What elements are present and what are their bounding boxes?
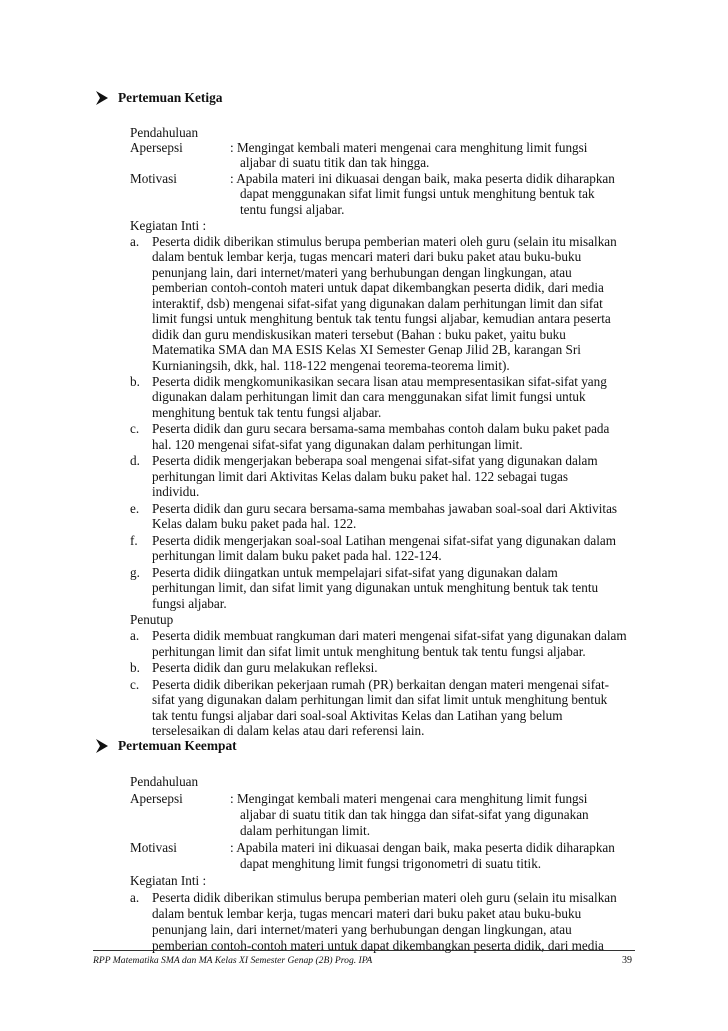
text-line: : Apabila materi ini dikuasai dengan baik, maka peserta didik diharapkan — [230, 171, 615, 186]
text-line: menghitung bentuk tak tentu fungsi aljabar. — [152, 405, 382, 420]
text-line: terselesaikan di dalam kelas atau dari referensi lain. — [152, 723, 425, 738]
footer-text: RPP Matematika SMA dan MA Kelas XI Semester Genap (2B) Prog. IPA — [93, 955, 373, 966]
arrow-bullet-icon — [95, 90, 109, 106]
text-line: didik dan guru mendiskusikan materi tersebut (Bahan : buku paket, yaitu buku — [152, 327, 566, 342]
subheading: Kegiatan Inti : — [130, 218, 207, 233]
item-marker: b. — [130, 374, 140, 389]
text-line: penunjang lain, dari internet/materi yang berhubungan dengan lingkungan, atau — [152, 922, 572, 937]
footer-rule — [93, 950, 635, 951]
text-line: individu. — [152, 484, 200, 499]
text-line: dalam bentuk lembar kerja, tugas mencari materi dari buku paket atau buku-buku — [152, 249, 582, 264]
text-line: perhitungan limit dari Aktivitas Kelas dalam buku paket hal. 122 sebagai tugas — [152, 469, 569, 484]
subheading: Penutup — [130, 612, 174, 627]
item-marker: d. — [130, 453, 140, 468]
text-line: tentu fungsi aljabar. — [240, 202, 345, 217]
text-line: Peserta didik dan guru secara bersama-sama membahas jawaban soal-soal dari Aktivitas — [152, 501, 618, 516]
item-marker: b. — [130, 660, 140, 675]
text-line: perhitungan limit dalam buku paket pada hal. 122-124. — [152, 548, 442, 563]
subheading: Pendahuluan — [130, 125, 199, 140]
item-marker: g. — [130, 565, 140, 580]
text-line: aljabar di suatu titik dan tak hingga dan sifat-sifat yang digunakan — [240, 807, 589, 822]
text-line: dapat menggunakan sifat limit fungsi untuk menghitung bentuk tak — [240, 186, 595, 201]
text-line: Matematika SMA dan MA ESIS Kelas XI Semester Genap Jilid 2B, karangan Sri — [152, 342, 581, 357]
text-line: Peserta didik diberikan pekerjaan rumah (PR) berkaitan dengan materi mengenai sifat- — [152, 677, 609, 692]
text-line: Peserta didik diberikan stimulus berupa pemberian materi oleh guru (selain itu misalkan — [152, 234, 617, 249]
item-marker: a. — [130, 234, 140, 249]
text-line: hal. 120 mengenai sifat-sifat yang digunakan dalam perhitungan limit. — [152, 437, 523, 452]
text-line: fungsi aljabar. — [152, 596, 227, 611]
arrow-bullet-icon — [95, 738, 109, 754]
text-line: digunakan dalam perhitungan limit dan cara menggunakan sifat limit fungsi untuk — [152, 389, 586, 404]
text-line: Peserta didik mengerjakan beberapa soal mengenai sifat-sifat yang digunakan dalam — [152, 453, 598, 468]
text-line: tak tentu fungsi aljabar dari soal-soal Aktivitas Kelas dan Latihan yang belum — [152, 708, 563, 723]
text-line: : Mengingat kembali materi mengenai cara menghitung limit fungsi — [230, 791, 588, 806]
text-line: dapat menghitung limit fungsi trigonometri di suatu titik. — [240, 856, 542, 871]
label: Motivasi — [130, 171, 177, 186]
text-line: Kelas dalam buku paket pada hal. 122. — [152, 516, 357, 531]
text-line: Peserta didik mengkomunikasikan secara lisan atau mempresentasikan sifat-sifat yang — [152, 374, 607, 389]
text-line: Peserta didik dan guru melakukan refleksi. — [152, 660, 378, 675]
text-line: limit fungsi untuk menghitung bentuk tak tentu fungsi aljabar, kemudian antara peserta — [152, 311, 611, 326]
text-line: Peserta didik diberikan stimulus berupa pemberian materi oleh guru (selain itu misalkan — [152, 890, 617, 905]
section-title-pertemuan-ketiga: Pertemuan Ketiga — [118, 90, 223, 105]
subheading: Pendahuluan — [130, 774, 199, 789]
text-line: Peserta didik diingatkan untuk mempelajari sifat-sifat yang digunakan dalam — [152, 565, 558, 580]
text-line: perhitungan limit dan sifat limit untuk menghitung bentuk tak tentu fungsi aljabar. — [152, 644, 586, 659]
item-marker: c. — [130, 677, 140, 692]
text-line: : Apabila materi ini dikuasai dengan baik, maka peserta didik diharapkan — [230, 840, 615, 855]
item-marker: e. — [130, 501, 140, 516]
text-line: pemberian contoh-contoh materi untuk dapat dikembangkan peserta didik, dari media — [152, 280, 604, 295]
label: Apersepsi — [130, 791, 183, 806]
text-line: Peserta didik mengerjakan soal-soal Latihan mengenai sifat-sifat yang digunakan dalam — [152, 533, 616, 548]
text-line: Peserta didik dan guru secara bersama-sama membahas contoh dalam buku paket pada — [152, 421, 610, 436]
label: Apersepsi — [130, 140, 183, 155]
text-line: pemberian contoh-contoh materi untuk dapat dikembangkan peserta didik, dari media — [152, 938, 604, 953]
text-line: perhitungan limit, dan sifat limit yang digunakan untuk menghitung bentuk tak tentu — [152, 580, 599, 595]
text-line: penunjang lain, dari internet/materi yang berhubungan dengan lingkungan, atau — [152, 265, 572, 280]
text-line: aljabar di suatu titik dan tak hingga. — [240, 155, 430, 170]
text-line: dalam perhitungan limit. — [240, 823, 371, 838]
text-line: interaktif, dsb) mengenai sifat-sifat yang digunakan dalam perhitungan limit dan sifat — [152, 296, 603, 311]
item-marker: f. — [130, 533, 138, 548]
text-line: Kurnianingsih, dkk, hal. 118-122 mengenai teorema-teorema limit). — [152, 358, 510, 373]
item-marker: a. — [130, 628, 140, 643]
text-line: dalam bentuk lembar kerja, tugas mencari materi dari buku paket atau buku-buku — [152, 906, 582, 921]
text-line: : Mengingat kembali materi mengenai cara menghitung limit fungsi — [230, 140, 588, 155]
text-line: sifat yang digunakan dalam perhitungan limit dan sifat limit untuk menghitung bentuk — [152, 692, 608, 707]
page-number: 39 — [622, 955, 632, 966]
text-line: Peserta didik membuat rangkuman dari materi mengenai sifat-sifat yang digunakan dalam — [152, 628, 627, 643]
item-marker: a. — [130, 890, 140, 905]
label: Motivasi — [130, 840, 177, 855]
section-title-pertemuan-keempat: Pertemuan Keempat — [118, 738, 237, 753]
subheading: Kegiatan Inti : — [130, 873, 207, 888]
item-marker: c. — [130, 421, 140, 436]
